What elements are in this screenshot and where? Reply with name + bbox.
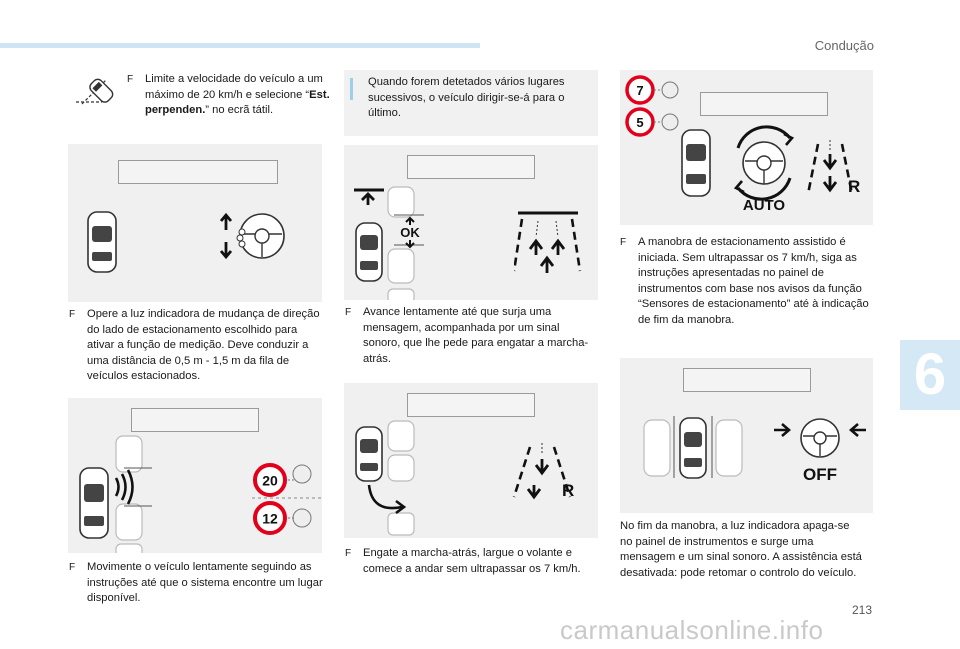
sensor-wave-icon xyxy=(116,470,133,504)
arrow-icon xyxy=(808,140,860,196)
bullet-marker: F xyxy=(345,548,352,559)
watermark: carmanualsonline.info xyxy=(560,615,824,645)
off-label: OFF xyxy=(803,465,837,484)
steering-wheel-icon xyxy=(736,127,792,214)
step-4-content: Avance lentamente até que surja uma mensagem, acompanhada por um sinal sonoro, que lhe pede para engatar a marcha-atrás. xyxy=(363,306,589,365)
illustration-auto-panel xyxy=(620,70,873,225)
step-3-text xyxy=(69,560,327,607)
section-title: Condução xyxy=(814,38,874,53)
auto-label: AUTO xyxy=(742,197,786,214)
ok-label: OK xyxy=(400,225,420,240)
arrow-icon xyxy=(512,439,592,511)
step-3-content: Movimente o veículo lentamente seguindo as instruções até que o sistema encontre um lugar disponível. xyxy=(87,561,323,604)
step-5-content: Engate a marcha-atrás, largue o volante e comece a andar sem ultrapassar os 7 km/h. xyxy=(363,547,581,575)
step-6-text xyxy=(620,235,870,328)
illustration-off-panel xyxy=(620,358,873,513)
page-number: 213 xyxy=(851,603,872,617)
step-1-part-a: Limite a velocidade do veículo a um máximo de 20 km/h e selecione “ xyxy=(145,73,323,101)
speed-top-label: 7 xyxy=(636,83,644,98)
speed-top-label: 20 xyxy=(262,472,278,489)
bullet-marker: F xyxy=(69,562,76,573)
step-6-content: A manobra de estacionamento assistido é iniciada. Sem ultrapassar os 7 km/h, siga as instruções apresentadas no painel de instrumentos com base nos avisos da função “Sensores de estacionamento” até à indicação de fim da manobra. xyxy=(638,236,869,326)
step-5-text xyxy=(345,546,595,577)
bullet-marker: F xyxy=(620,237,627,248)
step-2-content: Opere a luz indicadora de mudança de direção do lado de estacionamento escolhido para ativar a função de medição. Deve conduzir a uma distância de 0,5 m - 1,5 m da fila de veículos estacionados. xyxy=(87,308,320,382)
car-icon xyxy=(620,358,873,513)
step-1-part-c: ” no ecrã tátil. xyxy=(205,104,274,116)
reverse-label: R xyxy=(562,481,575,500)
step-4-text xyxy=(345,305,595,367)
illustration-search-panel xyxy=(68,398,322,553)
bullet-marker: F xyxy=(69,309,76,320)
steering-wheel-icon xyxy=(774,419,866,484)
bullet-marker: F xyxy=(127,74,134,85)
illustration-measure-panel xyxy=(68,144,322,302)
illustration-reverse-panel xyxy=(344,383,598,538)
steering-wheel-icon xyxy=(221,214,284,258)
chapter-number: 6 xyxy=(913,342,947,407)
info-icon xyxy=(350,78,353,100)
illustration-forward-panel xyxy=(344,145,598,300)
car-icon xyxy=(68,144,322,302)
speed-bottom-label: 12 xyxy=(262,510,278,527)
reverse-label: R xyxy=(848,177,861,196)
car-icon xyxy=(620,70,873,225)
info-note-box xyxy=(344,70,598,136)
step-1-menu-option: Est. perpenden. xyxy=(145,88,330,116)
speed-bottom-label: 5 xyxy=(636,115,644,130)
info-note-text: Quando forem detetados vários lugares sucessivos, o veículo dirigir-se-á para o último. xyxy=(368,76,565,119)
step-1-text xyxy=(127,72,330,119)
header-accent-bar xyxy=(0,43,480,48)
bullet-marker: F xyxy=(345,307,352,318)
step-2-text xyxy=(69,307,327,385)
end-note-text: No fim da manobra, a luz indicadora apaga-se no painel de instrumentos e surge uma mensagem e um sinal sonoro. A assistência está desativada: pode retomar o controlo do veículo. xyxy=(620,520,862,579)
speed-sign-icon xyxy=(252,458,322,538)
arrow-icon xyxy=(514,203,594,283)
parking-assist-icon xyxy=(72,72,120,112)
